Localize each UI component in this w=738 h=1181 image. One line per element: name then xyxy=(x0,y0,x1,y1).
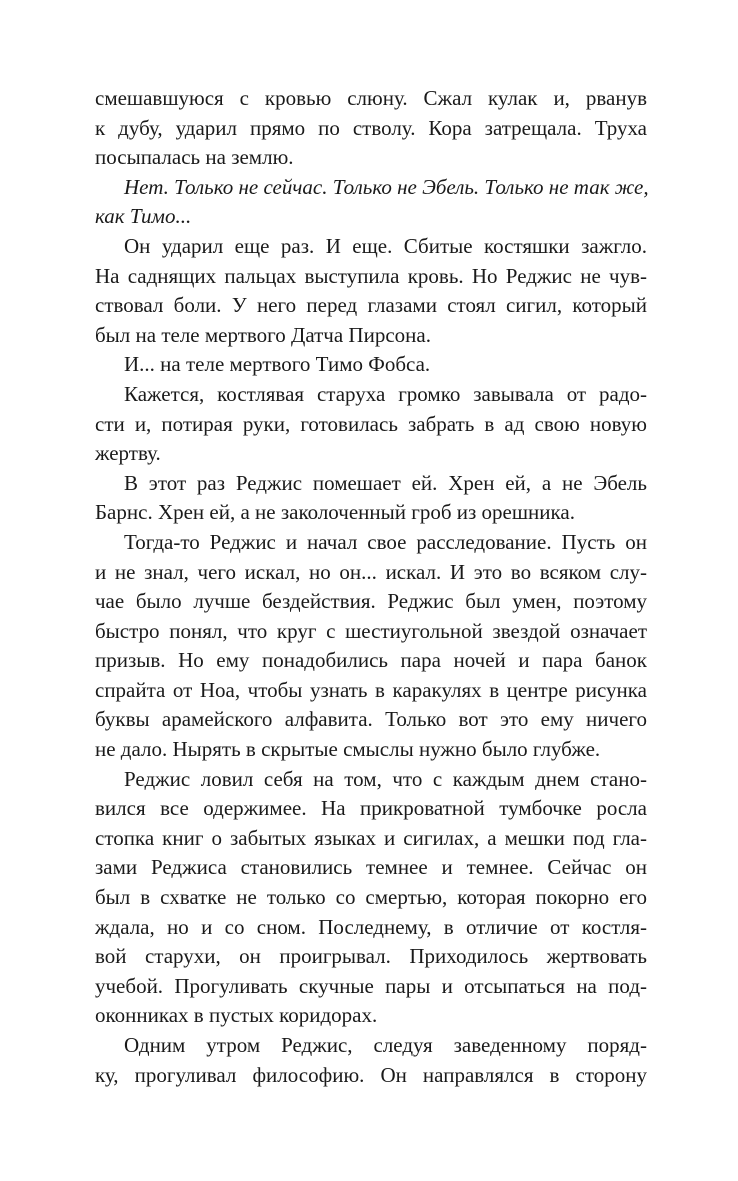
text-line: сти и, потирая руки, готовилась забрать в ад свою новую xyxy=(95,411,647,436)
text-line: призыв. Но ему понадобились пара ночей и пара банок xyxy=(95,648,647,673)
paragraph xyxy=(95,1031,647,1090)
text-line: вой старухи, он проигрывал. Приходилось жертвовать xyxy=(95,944,647,969)
text-line: буквы арамейского алфавита. Только вот это ему ничего xyxy=(95,707,647,732)
paragraph xyxy=(95,232,647,350)
text-line: И... на теле мертвого Тимо Фобса. xyxy=(124,352,431,377)
text-line: учебой. Прогуливать скучные пары и отсыпаться на под- xyxy=(95,973,647,998)
text-line: к дубу, ударил прямо по стволу. Кора затрещала. Труха xyxy=(95,115,647,140)
text-line: спрайта от Ноа, чтобы узнать в каракулях в центре рисунка xyxy=(95,677,647,702)
paragraph xyxy=(95,173,647,232)
text-line: смешавшуюся с кровью слюну. Сжал кулак и, рванув xyxy=(95,86,647,110)
text-line: Тогда-то Реджис и начал свое расследование. Пусть он xyxy=(124,529,647,554)
text-line: жертву. xyxy=(95,441,161,466)
text-line: быстро понял, что круг с шестиугольной звездой означает xyxy=(95,618,647,643)
text-line: как Тимо... xyxy=(95,204,192,229)
text-line: На саднящих пальцах выступила кровь. Но Реджис не чув- xyxy=(95,263,647,288)
paragraph xyxy=(95,528,647,765)
text-line: ку, прогуливал философию. Он направлялся в сторону xyxy=(95,1062,647,1087)
text-line: Нет. Только не сейчас. Только не Эбель. Только не так же, xyxy=(124,174,649,199)
text-line: оконниках в пустых коридорах. xyxy=(95,1003,378,1028)
text-line: был на теле мертвого Датча Пирсона. xyxy=(95,322,431,347)
text-line: ждала, но и со сном. Последнему, в отличие от костля- xyxy=(95,914,647,939)
text-line: Реджис ловил себя на том, что с каждым днем стано- xyxy=(124,766,647,791)
text-line: чае было лучше бездействия. Реджис был умен, поэтому xyxy=(95,589,647,614)
text-line: ствовал боли. У него перед глазами стоял сигил, который xyxy=(95,293,647,318)
text-line: зами Реджиса становились темнее и темнее. Сейчас он xyxy=(95,855,647,880)
text-line: Одним утром Реджис, следуя заведенному поряд- xyxy=(124,1033,647,1057)
text-line: и не знал, чего искал, но он... искал. И это во всяком слу- xyxy=(95,559,647,584)
text-line: В этот раз Реджис помешает ей. Хрен ей, а не Эбель xyxy=(124,470,647,495)
text-line: Барнс. Хрен ей, а не заколоченный гроб из орешника. xyxy=(95,500,575,525)
page-text xyxy=(95,84,647,1090)
text-line: не дало. Нырять в скрытые смыслы нужно было глубже. xyxy=(95,737,601,762)
text-line: Он ударил еще раз. И еще. Сбитые костяшки зажгло. xyxy=(124,233,647,258)
text-line: посыпалась на землю. xyxy=(95,145,294,170)
paragraph xyxy=(95,350,647,380)
paragraph xyxy=(95,84,647,173)
paragraph xyxy=(95,469,647,528)
paragraph xyxy=(95,765,647,1031)
text-line: стопка книг о забытых языках и сигилах, а мешки под гла- xyxy=(95,825,647,850)
text-line: Кажется, костлявая старуха громко завывала от радо- xyxy=(124,381,647,406)
text-line: был в схватке не только со смертью, которая покорно его xyxy=(95,885,647,910)
text-line: вился все одержимее. На прикроватной тумбочке росла xyxy=(95,796,647,821)
paragraph xyxy=(95,380,647,469)
